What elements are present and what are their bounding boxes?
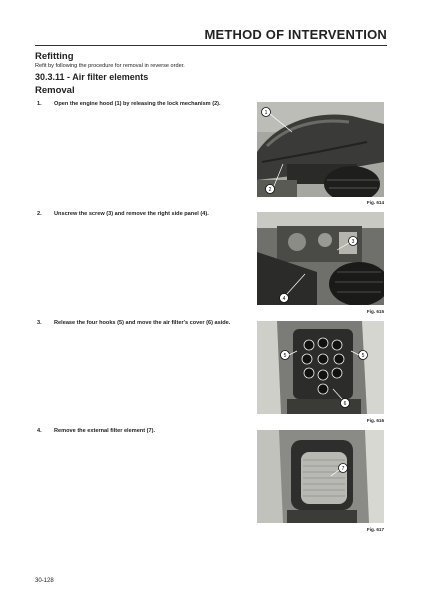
air-filter-cover-photo bbox=[257, 321, 384, 414]
page-header-title: METHOD OF INTERVENTION bbox=[204, 27, 387, 42]
refitting-text: Refit by following the procedure for removal in reverse order. bbox=[35, 63, 185, 69]
step-text: Remove the external filter element (7). bbox=[54, 428, 156, 434]
figure-label: Fig. 614 bbox=[366, 200, 384, 205]
callout-label: 7 bbox=[341, 466, 345, 472]
callout-label: 6 bbox=[343, 401, 347, 407]
photo-fig-616 bbox=[257, 321, 384, 414]
photo-fig-617 bbox=[257, 430, 384, 523]
step-text: Unscrew the screw (3) and remove the right side panel (4). bbox=[54, 211, 209, 217]
section-title: 30.3.11 - Air filter elements bbox=[35, 72, 149, 82]
callout-label: 5 bbox=[361, 353, 365, 359]
step-number: 1. bbox=[37, 101, 42, 107]
figure-label: Fig. 616 bbox=[366, 418, 384, 423]
page-number: 30-128 bbox=[35, 578, 54, 584]
step-number: 3. bbox=[37, 320, 42, 326]
photo-fig-615 bbox=[257, 212, 384, 305]
filter-element-photo bbox=[257, 430, 384, 523]
callout-label: 1 bbox=[264, 110, 268, 116]
side-panel-photo bbox=[257, 212, 384, 305]
callout-label: 2 bbox=[268, 187, 272, 193]
step-4 bbox=[37, 428, 155, 434]
step-3 bbox=[37, 320, 230, 326]
step-text: Open the engine hood (1) by releasing the lock mechanism (2). bbox=[54, 101, 221, 107]
step-1 bbox=[37, 101, 221, 107]
engine-hood-photo bbox=[257, 102, 384, 197]
step-number: 2. bbox=[37, 211, 42, 217]
step-text: Release the four hooks (5) and move the air filter's cover (6) aside. bbox=[54, 320, 231, 326]
step-number: 4. bbox=[37, 428, 42, 434]
removal-heading: Removal bbox=[35, 85, 75, 96]
header-rule bbox=[35, 45, 387, 46]
photo-fig-614 bbox=[257, 102, 384, 197]
callout-label: 5 bbox=[283, 353, 287, 359]
refitting-heading: Refitting bbox=[35, 51, 74, 62]
figure-label: Fig. 615 bbox=[366, 309, 384, 314]
callout-label: 4 bbox=[282, 296, 286, 302]
callout-label: 3 bbox=[351, 239, 355, 245]
figure-label: Fig. 617 bbox=[366, 527, 384, 532]
step-2 bbox=[37, 211, 209, 217]
